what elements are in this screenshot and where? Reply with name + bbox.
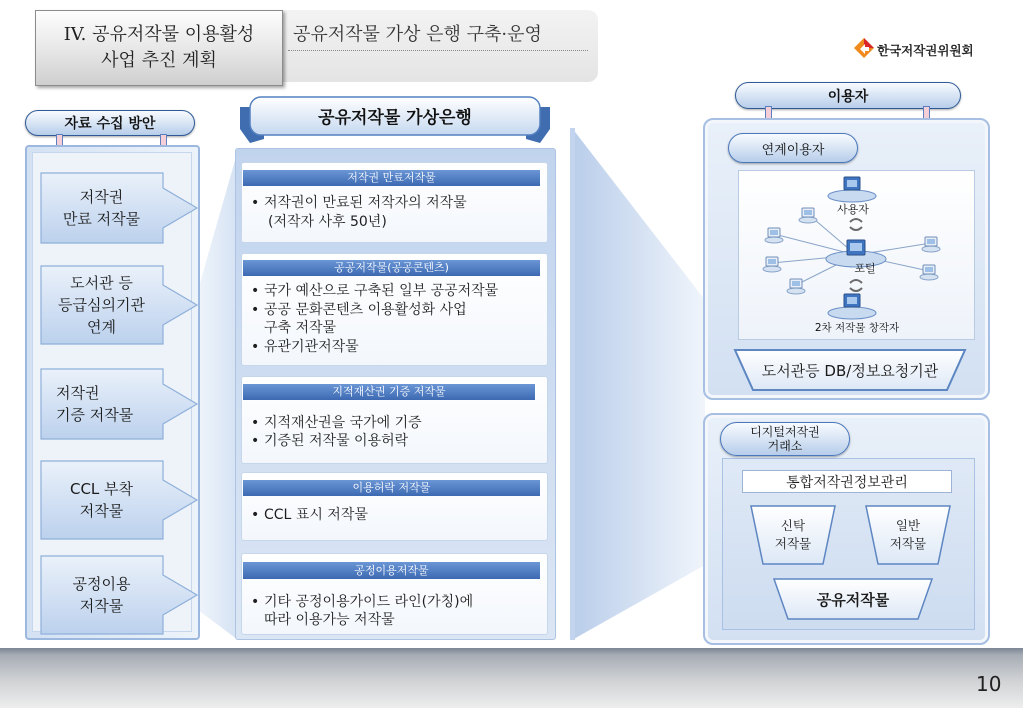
- section-title-line: 사업 추진 계획: [101, 50, 217, 71]
- section-bullets: [251, 414, 543, 450]
- institutions-label: 도서관등 DB/정보요청기관: [761, 361, 939, 380]
- sync-arrows-icon: [850, 219, 862, 230]
- bullet-text: 구축 저작물: [264, 320, 337, 336]
- label-line: 공정이용: [72, 575, 131, 593]
- section-header: 이용허락 저작물: [243, 480, 540, 496]
- source-item-label: [40, 172, 163, 244]
- shared-works-label-wrap: [772, 577, 934, 621]
- info-management-box: [742, 470, 952, 493]
- label-line: 일반: [895, 518, 921, 533]
- portal-node-label: 포털: [854, 262, 876, 275]
- exchange-title-line: 거래소: [767, 439, 803, 453]
- bullet-item: [251, 338, 543, 357]
- trust-works-label: [749, 504, 837, 566]
- label-line: 저작권: [56, 384, 100, 402]
- collection-title: 자료 수집 방안: [64, 116, 156, 132]
- bank-title: 공유저작물 가상은행: [318, 108, 472, 128]
- bullet-text: 유관기관저작물: [264, 338, 359, 355]
- computer-icon: [922, 237, 940, 252]
- bullet-icon: •: [251, 301, 260, 318]
- section-bullets: [251, 194, 543, 232]
- bullet-item: [251, 194, 543, 232]
- shared-works-label: 공유저작물: [816, 590, 890, 609]
- computer-icon: [765, 228, 783, 243]
- bank-title-banner: [238, 95, 552, 145]
- label-line: 저작물: [79, 502, 124, 520]
- shared-works-box: [772, 577, 934, 621]
- label-line: 저작물: [774, 536, 812, 551]
- collection-title-pill: [25, 110, 195, 136]
- users-title: 이용자: [827, 88, 869, 105]
- label-line: 신탁: [780, 518, 806, 533]
- bullet-icon: •: [251, 415, 260, 431]
- source-item-donated-works: [40, 368, 200, 440]
- left-funnel-wedge: [196, 140, 240, 645]
- section-header: 지적재산권 기증 저작물: [243, 384, 535, 400]
- source-item-label: [40, 460, 163, 540]
- organization-logo-text: 한국저작권위원회: [877, 43, 974, 58]
- info-management-label: 통합저작권정보관리: [786, 474, 908, 491]
- bank-section-public-works: [241, 253, 548, 366]
- section-bullets: [251, 282, 543, 356]
- bank-section-expired-works: [241, 162, 548, 243]
- label-line: 도서관 등: [70, 274, 133, 292]
- bullet-item: [251, 506, 543, 525]
- network-diagram-box: [738, 170, 975, 340]
- bullet-text: 저작권이 만료된 저작자의 저작물: [264, 195, 467, 211]
- bullet-text: (저작자 사후 50년): [268, 214, 387, 230]
- creator-computer-icon: [828, 294, 876, 319]
- section-header: 공공저작물(공공콘텐츠): [243, 260, 540, 276]
- bullet-text: 기타 공정이용가이드 라인(가칭)에: [264, 594, 474, 610]
- source-item-ccl-works: [40, 460, 200, 540]
- bullet-item: [251, 432, 543, 450]
- label-line: 등급심의기관: [58, 296, 145, 314]
- source-item-library-link: [40, 265, 200, 345]
- page-subtitle: 공유저작물 가상 은행 구축·운영: [293, 24, 542, 45]
- creator-node-label: 2차 저작물 창작자: [814, 322, 900, 334]
- label-line: CCL 부착: [69, 480, 134, 498]
- bank-section-licensed-works: [241, 472, 548, 541]
- trust-works-box: [749, 504, 837, 566]
- bullet-item: [251, 414, 543, 432]
- exchange-title-pill: [720, 422, 850, 456]
- bullet-text: 기증된 저작물 이용허락: [264, 433, 409, 449]
- bullet-text: 공공 문화콘텐츠 이용활성화 사업: [264, 301, 467, 318]
- bullet-icon: •: [251, 283, 260, 299]
- general-works-label: [864, 504, 952, 566]
- source-item-label: [40, 368, 163, 440]
- computer-icon: [763, 257, 781, 272]
- linked-users-pill: [728, 133, 858, 163]
- bullet-item: [251, 282, 543, 301]
- bullet-text: 국가 예산으로 구축된 일부 공공저작물: [264, 283, 499, 299]
- bullet-icon: •: [251, 433, 260, 449]
- diamond-logo-icon: [853, 37, 875, 59]
- general-works-box: [864, 504, 952, 566]
- computer-icon: [920, 265, 938, 280]
- label-line: 저작물: [889, 536, 927, 551]
- computer-icon: [787, 279, 805, 294]
- bullet-icon: •: [251, 195, 260, 211]
- section-header: 공정이용저작물: [243, 562, 540, 579]
- bullet-text: CCL 표시 저작물: [264, 507, 368, 523]
- bullet-item: [251, 301, 543, 338]
- computer-icon: [799, 208, 817, 223]
- bullet-text: 지적재산권을 국가에 기증: [264, 415, 422, 431]
- label-line: 만료 저작물: [62, 210, 141, 228]
- linked-users-label: 연계이용자: [761, 142, 825, 158]
- section-bullets: [251, 506, 543, 525]
- bullet-item: [251, 594, 543, 629]
- section-bullets: [251, 594, 543, 629]
- label-line: 기증 저작물: [56, 406, 134, 424]
- source-item-label: [40, 555, 163, 635]
- user-computer-icon: [828, 177, 876, 202]
- bullet-text: 따라 이용가능 저작물: [264, 611, 395, 628]
- source-item-label: [40, 265, 163, 345]
- label-line: 연계: [87, 318, 116, 336]
- bullet-icon: •: [251, 594, 260, 610]
- institutions-box: [733, 348, 967, 392]
- section-title-line: IV. 공유저작물 이용활성: [63, 24, 255, 45]
- exchange-title-line: 디지털저작권: [750, 425, 820, 439]
- label-line: 저작물: [79, 597, 124, 615]
- bullet-icon: •: [251, 338, 260, 355]
- network-diagram: [739, 171, 976, 341]
- right-funnel-arrow: [560, 125, 706, 645]
- page-number: 10: [976, 672, 1002, 696]
- source-item-expired-works: [40, 172, 200, 244]
- users-title-pill: [735, 82, 961, 109]
- institutions-label-wrap: [733, 348, 967, 392]
- label-line: 저작권: [79, 188, 124, 206]
- subtitle-divider: [288, 50, 588, 51]
- footer-band: [0, 648, 1023, 708]
- sync-arrows-icon: [850, 280, 862, 291]
- bank-section-fair-use-works: [241, 553, 548, 635]
- user-node-label: 사용자: [837, 203, 869, 216]
- section-title-box: [35, 10, 283, 86]
- bank-section-donated-works: [241, 376, 548, 464]
- source-item-fair-use-works: [40, 555, 200, 635]
- bullet-icon: •: [251, 507, 260, 523]
- section-header: 저작권 만료저작물: [243, 170, 540, 186]
